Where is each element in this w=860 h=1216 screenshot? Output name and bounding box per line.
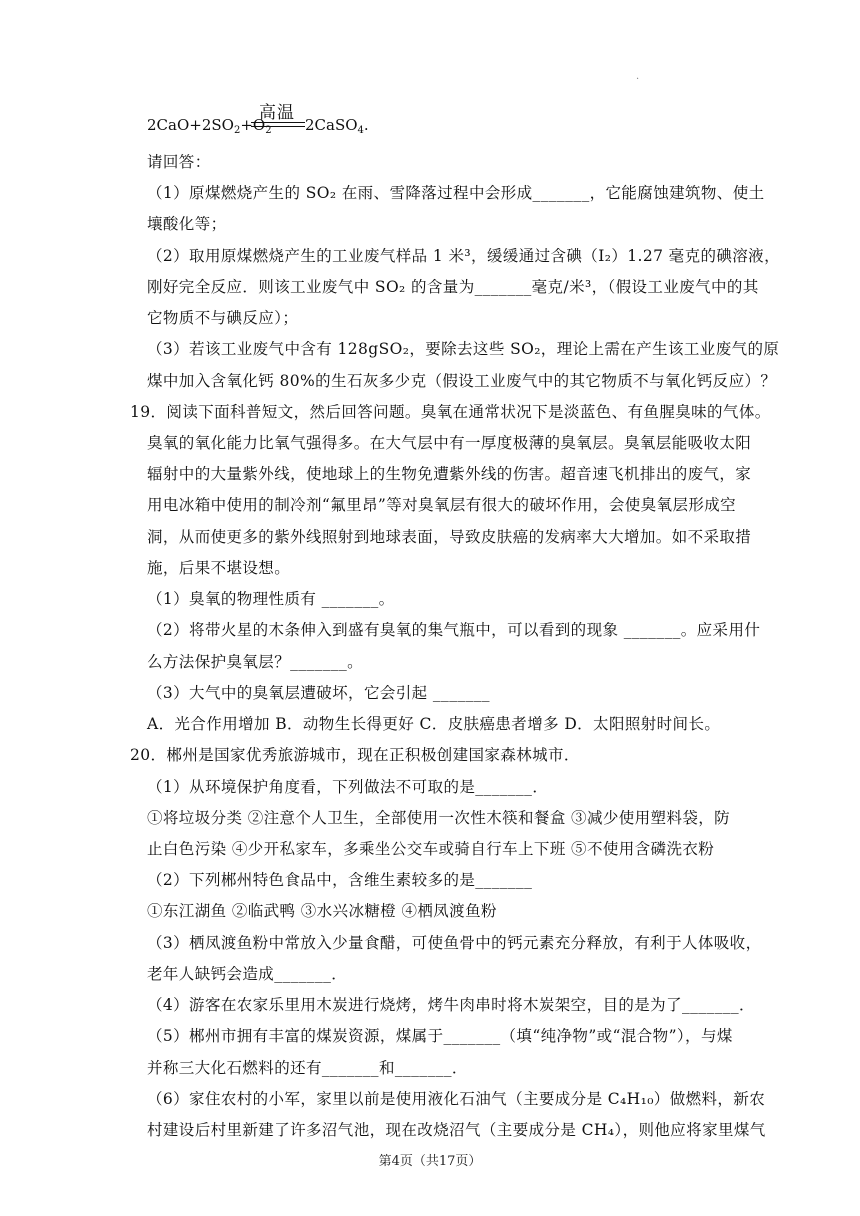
reaction-condition: 高温 <box>259 103 295 123</box>
text-line: ①东江湖鱼 ②临武鸭 ③水兴冰糖橙 ④栖凤渡鱼粉 <box>147 902 497 920</box>
text-line: （6）家住农村的小军，家里以前是使用液化石油气（主要成分是 C₄H₁₀）做燃料，新农 <box>147 1090 766 1108</box>
text-line: 用电冰箱中使用的制冷剂“氟里昂”等对臭氧层有很大的破坏作用，会使臭氧层形成空 <box>147 496 737 514</box>
page-footer: 第4页（共17页） <box>378 1154 482 1169</box>
text-line: （5）郴州市拥有丰富的煤炭资源，煤属于_______（填“纯净物”或“混合物”），与煤 <box>147 1027 733 1045</box>
text-line: 施，后果不堪设想。 <box>147 559 291 577</box>
text-line: 辐射中的大量紫外线，使地球上的生物免遭紫外线的伤害。超音速飞机排出的废气，家 <box>147 465 752 483</box>
equation-reactants: $2CaO+2SO_2+O_2$ <box>147 116 272 136</box>
scan-dot: · <box>636 74 640 85</box>
text-line: （2）将带火星的木条伸入到盛有臭氧的集气瓶中，可以看到的现象 _______。应采用什 <box>147 621 761 639</box>
equation-products: 2CaSO$_4$. <box>305 116 369 136</box>
text-line: 臭氧的氧化能力比氧气强得多。在大气层中有一厚度极薄的臭氧层。臭氧层能吸收太阳 <box>147 434 752 452</box>
text-line: （3）若该工业废气中含有 128gSO₂，要除去这些 SO₂，理论上需在产生该工业废气的原 <box>147 340 780 358</box>
text-line: （2）下列郴州特色食品中，含维生素较多的是_______ <box>147 871 533 889</box>
text-line: 并称三大化石燃料的还有_______和_______． <box>147 1059 468 1077</box>
text-line: 煤中加入含氧化钙 80%的生石灰多少克（假设工业废气中的其它物质不与氧化钙反应）？ <box>147 372 777 390</box>
question-20-line: 20．郴州是国家优秀旅游城市，现在正积极创建国家森林城市． <box>130 746 580 764</box>
text-line: 止白色污染 ④少开私家车，多乘坐公交车或骑自行车上下班 ⑤不使用含磷洗衣粉 <box>147 840 715 858</box>
text-line: 么方法保护臭氧层？_______。 <box>147 653 364 671</box>
text-line: 请回答： <box>147 153 211 171</box>
text-line: （3）大气中的臭氧层遭破坏，它会引起 _______ <box>147 684 490 702</box>
text-line: 刚好完全反应．则该工业废气中 SO₂ 的含量为_______毫克/米³，（假设工业废气中的其 <box>147 278 759 296</box>
text-line: 壤酸化等； <box>147 215 227 233</box>
chemical-equation <box>147 96 547 136</box>
text-line: （2）取用原煤燃烧产生的工业废气样品 1 米³，缓缓通过含碘（I₂）1.27 毫克的碘溶液， <box>147 247 780 265</box>
text-line: （3）栖凤渡鱼粉中常放入少量食醋，可使鱼骨中的钙元素充分释放，有利于人体吸收， <box>147 934 762 952</box>
text-line: 它物质不与碘反应）； <box>147 309 299 327</box>
text-line: （1）从环境保护角度看，下列做法不可取的是_______． <box>147 778 549 796</box>
answer-options: A．光合作用增加 B．动物生长得更好 C．皮肤癌患者增多 D．太阳照射时间长。 <box>147 715 721 733</box>
text-line: 洞，从而使更多的紫外线照射到地球表面，导致皮肤癌的发病率大大增加。如不采取措 <box>147 528 752 546</box>
text-line: ①将垃圾分类 ②注意个人卫生，全部使用一次性木筷和餐盒 ③减少使用塑料袋，防 <box>147 809 731 827</box>
text-line: （4）游客在农家乐里用木炭进行烧烤，烤牛肉串时将木炭架空，目的是为了_______． <box>147 996 755 1014</box>
text-line: 老年人缺钙会造成_______． <box>147 965 348 983</box>
text-line: （1）原煤燃烧产生的 SO₂ 在雨、雪降落过程中会形成_______，它能腐蚀建筑物、使土 <box>147 184 765 202</box>
text-line: 村建设后村里新建了许多沼气池，现在改烧沼气（主要成分是 CH₄），则他应将家里煤气 <box>147 1121 766 1139</box>
question-19-line: 19．阅读下面科普短文，然后回答问题。臭氧在通常状况下是淡蓝色、有鱼腥臭味的气体。 <box>130 403 771 421</box>
text-line: （1）臭氧的物理性质有 _______。 <box>147 590 395 608</box>
